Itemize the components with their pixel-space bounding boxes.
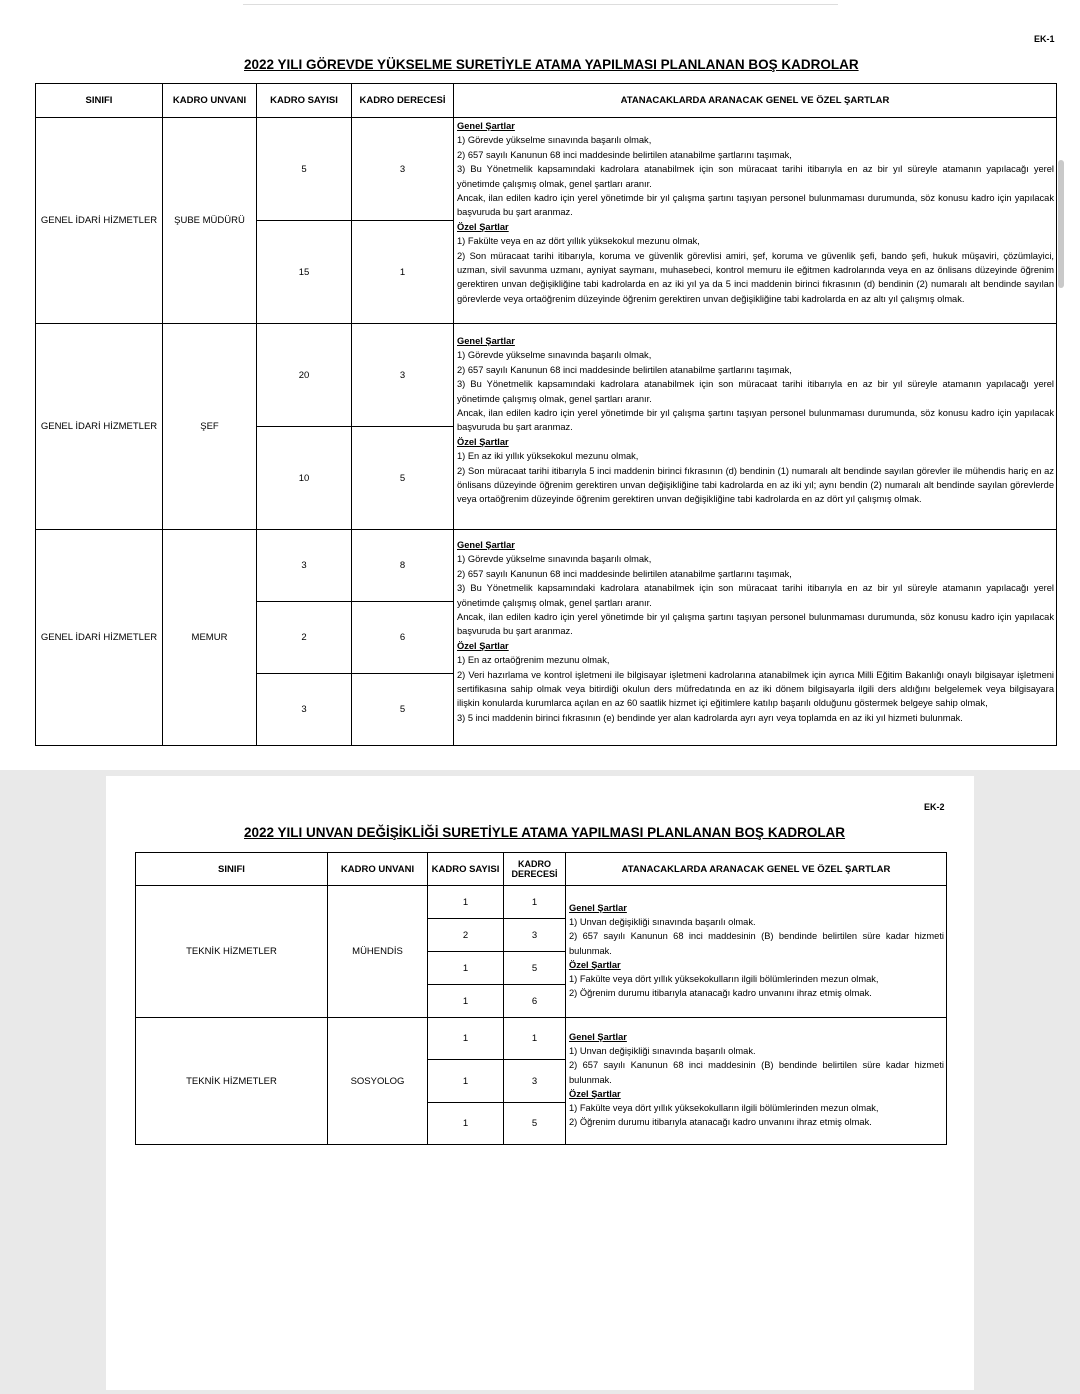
cell-sartlar xyxy=(566,1018,947,1145)
cell-sinifi: TEKNİK HİZMETLER xyxy=(136,1018,328,1145)
cell-sinifi: GENEL İDARİ HİZMETLER xyxy=(36,118,163,324)
cell-kadro-derecesi: 5 xyxy=(504,1103,566,1145)
cell-kadro-derecesi: 5 xyxy=(352,427,454,530)
cell-kadro-sayisi: 15 xyxy=(257,221,352,324)
cell-sartlar xyxy=(454,118,1057,324)
ozel-sart: 3) 5 inci maddenin birinci fıkrasının (e) bendinde yer alan kadrolarda ayrı ayrı veya toplamda en az iki yıl hizmeti bulunmak. xyxy=(457,712,963,723)
ozel-sart: 2) Son müracaat tarihi itibarıyla 5 inci maddenin birinci fıkrasının (d) bendinin (1) numaralı alt bendinde sayılan görevler ile mühendis hariç en az önlisans düzeyinde öğrenim gerektiren unvan değişikliğine tabi kadrolarda en az iki yıl; aynı bendin (2) numaralı alt bendinde sayılan görevlerde veya ortaöğrenim düzeyinde öğrenim gerektiren unvan değişikliğine tabi kadrolarda en az dört yıl çalışmış olmak. xyxy=(457,465,1054,505)
cell-kadro-derecesi: 3 xyxy=(352,118,454,221)
ozel-sart: 2) Veri hazırlama ve kontrol işletmeni ile bilgisayar işletmeni kadrolarına atanabilmek için ayrıca Milli Eğitim Bakanlığı onaylı bilgisayar işletmeni sertifikasına sahip olmak veya bitirdiği okulun ders müfredatında en az iki dönem bilgisayarla ilgili ders aldığını belgelemek veya bilgisayara ilişkin konularda kurumlarca açılan en az 60 saatlik hizmet içi eğitimlere katılıp başarılı olduğunu göstermek belgeye sahip olmak, xyxy=(457,669,1054,709)
ozel-sart: 1) Fakülte veya dört yıllık yüksekokulların ilgili bölümlerinden mezun olmak, xyxy=(569,974,879,985)
cell-sartlar xyxy=(566,886,947,1018)
genel-sart: 2) 657 sayılı Kanunun 68 inci maddesinin (B) bendinde belirtilen süre kadar hizmeti bulunmak. xyxy=(569,931,944,956)
ek2-header-row xyxy=(136,853,947,886)
cell-kadro-unvani: ŞEF xyxy=(163,324,257,530)
cell-kadro-sayisi: 1 xyxy=(428,1018,504,1060)
cell-sartlar xyxy=(454,530,1057,746)
cell-kadro-unvani: SOSYOLOG xyxy=(328,1018,428,1145)
cell-kadro-sayisi: 2 xyxy=(428,919,504,952)
ek1-label: EK-1 xyxy=(1034,34,1055,44)
genel-sart: Ancak, ilan edilen kadro için yerel yönetimde bir yıl çalışma şartını taşıyan personel bulunmaması durumunda, söz konusu kadro için yapılacak başvuruda bu şart aranmaz. xyxy=(457,612,1054,637)
scrollbar-thumb[interactable] xyxy=(1058,160,1064,288)
genel-sart: 3) Bu Yönetmelik kapsamındaki kadrolara atanabilmek için son müracaat tarihi itibarıyla en az bir yıl süreyle atamanın yapılacağı yerel yönetimde çalışmış olmak, genel şartları aranır. xyxy=(457,164,1054,189)
cell-sinifi: GENEL İDARİ HİZMETLER xyxy=(36,530,163,746)
ozel-sart: 1) En az iki yıllık yüksekokul mezunu olmak, xyxy=(457,451,639,462)
genel-sartlar-heading: Genel Şartlar xyxy=(457,121,515,131)
cell-kadro-derecesi: 5 xyxy=(504,952,566,985)
cell-kadro-derecesi: 6 xyxy=(352,602,454,674)
header-sartlar: ATANACAKLARDA ARANACAK GENEL VE ÖZEL ŞARTLAR xyxy=(566,853,947,886)
header-kadro-unvani: KADRO UNVANI xyxy=(163,84,257,118)
genel-sart: 1) Unvan değişikliği sınavında başarılı olmak. xyxy=(569,1046,756,1057)
cell-sinifi: TEKNİK HİZMETLER xyxy=(136,886,328,1018)
cell-kadro-sayisi: 2 xyxy=(257,602,352,674)
ozel-sartlar-heading: Özel Şartlar xyxy=(569,1088,621,1099)
cell-sinifi: GENEL İDARİ HİZMETLER xyxy=(36,324,163,530)
cell-kadro-sayisi: 1 xyxy=(428,985,504,1018)
header-sinifi: SINIFI xyxy=(136,853,328,886)
genel-sartlar-heading: Genel Şartlar xyxy=(457,336,515,346)
ek1-header-row xyxy=(36,84,1057,118)
genel-sart: 1) Unvan değişikliği sınavında başarılı olmak. xyxy=(569,917,756,928)
table-row xyxy=(36,324,1057,427)
cell-kadro-sayisi: 1 xyxy=(428,952,504,985)
genel-sart: Ancak, ilan edilen kadro için yerel yönetimde bir yıl çalışma şartını taşıyan personel bulunmaması durumunda, söz konusu kadro için yapılacak başvuruda bu şart aranmaz. xyxy=(457,193,1054,218)
table-row xyxy=(136,1018,947,1060)
ozel-sart: 1) Fakülte veya en az dört yıllık yüksekokul mezunu olmak, xyxy=(457,236,700,247)
header-kadro-derecesi: KADRO DERECESİ xyxy=(504,853,566,886)
genel-sart: 1) Görevde yükselme sınavında başarılı olmak, xyxy=(457,350,652,361)
ozel-sartlar-heading: Özel Şartlar xyxy=(457,640,509,651)
cell-kadro-derecesi: 1 xyxy=(352,221,454,324)
genel-sartlar-heading: Genel Şartlar xyxy=(569,1032,627,1042)
cell-kadro-unvani: MEMUR xyxy=(163,530,257,746)
cell-kadro-unvani: ŞUBE MÜDÜRÜ xyxy=(163,118,257,324)
genel-sart: 2) 657 sayılı Kanunun 68 inci maddesinde belirtilen atanabilme şartlarını taşımak, xyxy=(457,568,792,579)
cell-kadro-derecesi: 3 xyxy=(504,919,566,952)
ozel-sart: 1) En az ortaöğrenim mezunu olmak, xyxy=(457,655,610,666)
cell-sartlar xyxy=(454,324,1057,530)
cell-kadro-derecesi: 6 xyxy=(504,985,566,1018)
ek2-title: 2022 YILI UNVAN DEĞİŞİKLİĞİ SURETİYLE ATAMA YAPILMASI PLANLANAN BOŞ KADROLAR xyxy=(244,825,846,840)
genel-sart: 2) 657 sayılı Kanunun 68 inci maddesinde belirtilen atanabilme şartlarını taşımak, xyxy=(457,364,792,375)
genel-sart: Ancak, ilan edilen kadro için yerel yönetimde bir yıl çalışma şartını taşıyan personel bulunmaması durumunda, söz konusu kadro için yapılacak başvuruda bu şart aranmaz. xyxy=(457,408,1054,433)
ozel-sartlar-heading: Özel Şartlar xyxy=(569,959,621,970)
ozel-sart: 2) Öğrenim durumu itibarıyla atanacağı kadro unvanını ihraz etmiş olmak. xyxy=(569,988,872,999)
genel-sart: 2) 657 sayılı Kanunun 68 inci maddesinin (B) bendinde belirtilen süre kadar hizmeti bulunmak. xyxy=(569,1060,944,1085)
genel-sart: 2) 657 sayılı Kanunun 68 inci maddesinde belirtilen atanabilme şartlarını taşımak, xyxy=(457,149,792,160)
cell-kadro-unvani: MÜHENDİS xyxy=(328,886,428,1018)
cell-kadro-derecesi: 3 xyxy=(352,324,454,427)
cell-kadro-derecesi: 1 xyxy=(504,1018,566,1060)
cell-kadro-sayisi: 1 xyxy=(428,886,504,919)
genel-sartlar-heading: Genel Şartlar xyxy=(457,540,515,550)
ozel-sart: 1) Fakülte veya dört yıllık yüksekokulların ilgili bölümlerinden mezun olmak, xyxy=(569,1103,879,1114)
cell-kadro-derecesi: 5 xyxy=(352,674,454,746)
cell-kadro-derecesi: 3 xyxy=(504,1060,566,1103)
cell-kadro-sayisi: 5 xyxy=(257,118,352,221)
genel-sart: 1) Görevde yükselme sınavında başarılı olmak, xyxy=(457,135,652,146)
cell-kadro-sayisi: 3 xyxy=(257,674,352,746)
ozel-sartlar-heading: Özel Şartlar xyxy=(457,221,509,232)
ek2-sheet xyxy=(106,776,974,1390)
header-kadro-sayisi: KADRO SAYISI xyxy=(257,84,352,118)
ozel-sartlar-heading: Özel Şartlar xyxy=(457,436,509,447)
ek1-table xyxy=(35,83,1057,746)
header-sartlar: ATANACAKLARDA ARANACAK GENEL VE ÖZEL ŞARTLAR xyxy=(454,84,1057,118)
cell-kadro-derecesi: 1 xyxy=(504,886,566,919)
header-sinifi: SINIFI xyxy=(36,84,163,118)
cell-kadro-sayisi: 1 xyxy=(428,1060,504,1103)
cell-kadro-derecesi: 8 xyxy=(352,530,454,602)
cell-kadro-sayisi: 20 xyxy=(257,324,352,427)
table-row xyxy=(136,886,947,919)
ozel-sart: 2) Öğrenim durumu itibarıyla atanacağı kadro unvanını ihraz etmiş olmak. xyxy=(569,1117,872,1128)
cell-kadro-sayisi: 10 xyxy=(257,427,352,530)
header-kadro-derecesi: KADRO DERECESİ xyxy=(352,84,454,118)
genel-sartlar-heading: Genel Şartlar xyxy=(569,903,627,913)
header-kadro-unvani: KADRO UNVANI xyxy=(328,853,428,886)
header-kadro-sayisi: KADRO SAYISI xyxy=(428,853,504,886)
table-row xyxy=(36,118,1057,221)
genel-sart: 3) Bu Yönetmelik kapsamındaki kadrolara atanabilmek için son müracaat tarihi itibarıyla en az bir yıl süreyle atamanın yapılacağı yerel yönetimde çalışmış olmak, genel şartları aranır. xyxy=(457,379,1054,404)
genel-sart: 3) Bu Yönetmelik kapsamındaki kadrolara atanabilmek için son müracaat tarihi itibarıyla en az bir yıl süreyle atamanın yapılacağı yerel yönetimde çalışmış olmak, genel şartları aranır. xyxy=(457,583,1054,608)
table-row xyxy=(36,530,1057,602)
genel-sart: 1) Görevde yükselme sınavında başarılı olmak, xyxy=(457,554,652,565)
ek1-title: 2022 YILI GÖREVDE YÜKSELME SURETİYLE ATAMA YAPILMASI PLANLANAN BOŞ KADROLAR xyxy=(244,57,859,72)
cell-kadro-sayisi: 3 xyxy=(257,530,352,602)
ozel-sart: 2) Son müracaat tarihi itibarıyla, koruma ve güvenlik görevlisi amiri, şef, koruma ve güvenlik şefi, bando şefi, hukuk müşaviri, çözümlayici, uzman, sivil savunma uzmanı, ayniyat saymanı, muhasebeci, kontrol memuru ile eğitmen kadrolarında veya en az önlisans düzeyinde öğrenim gerektiren unvan değişikliğine tabi kadrolarda en az iki yıl ya da 5 inci maddenin birinci fıkrasının (d) bendinin (2) numaralı alt bendinde sayılan görevlerde veya ortaöğrenim düzeyinde öğrenim gerektiren unvan değişikliğine tabi kadrolarda en az altı yıl çalışmış olmak. xyxy=(457,250,1054,304)
ek2-table xyxy=(135,852,947,1145)
ek2-label: EK-2 xyxy=(924,802,945,812)
previous-page-edge xyxy=(243,0,838,5)
cell-kadro-sayisi: 1 xyxy=(428,1103,504,1145)
